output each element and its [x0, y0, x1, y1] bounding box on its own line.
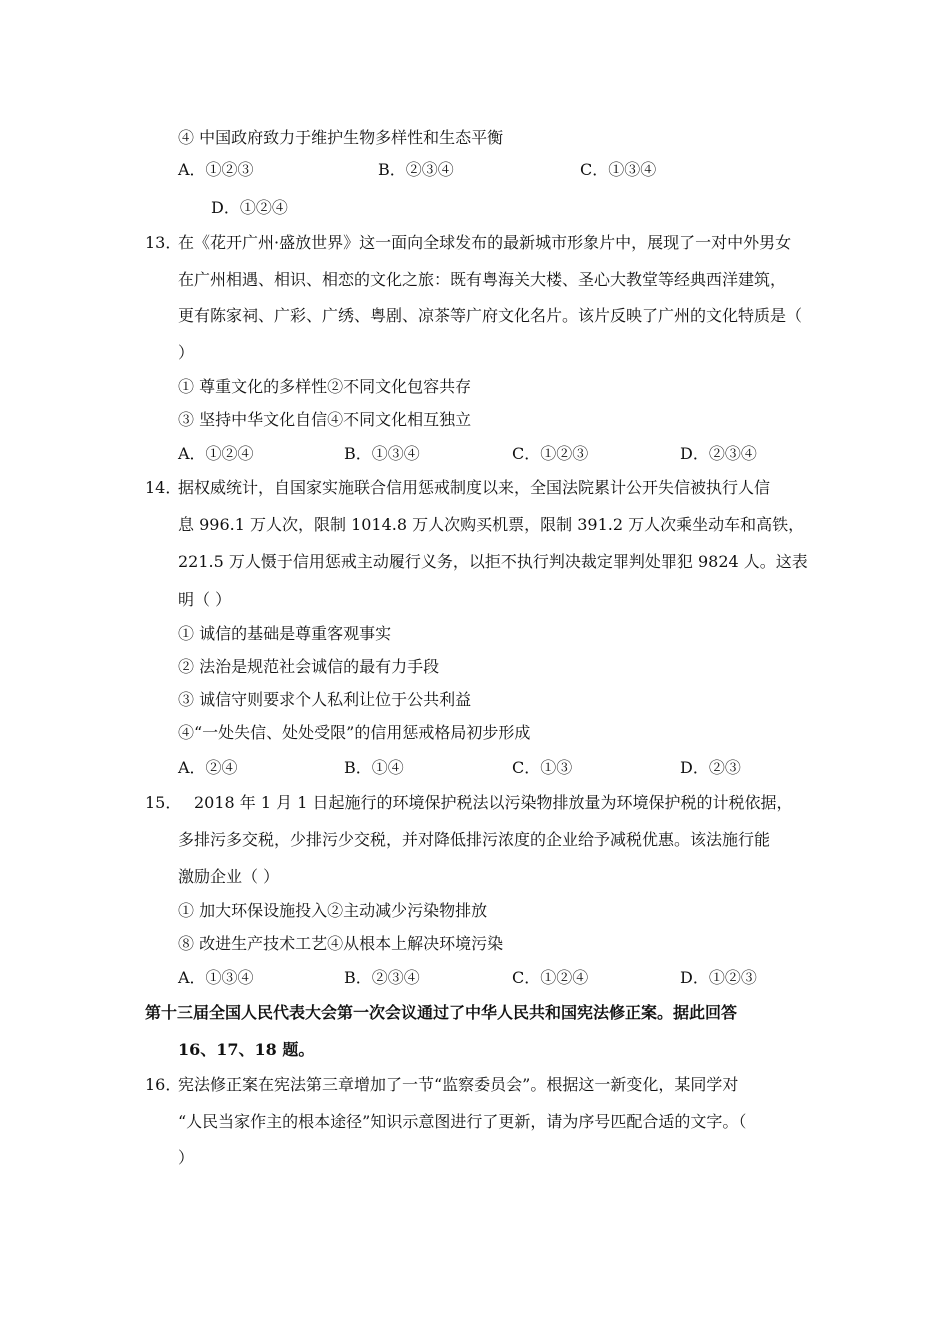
passage-line-1: 第十三届全国人民代表大会第一次会议通过了中华人民共和国宪法修正案。据此回答	[145, 1003, 738, 1022]
q16-stem-line-3: ）	[178, 1148, 195, 1167]
q13-stem-line-3: 更有陈家祠、广彩、广绣、粤剧、凉茶等广府文化名片。该片反映了广州的文化特质是（	[178, 306, 803, 325]
q14-stem-line-1: 据权威统计，自国家实施联合信用惩戒制度以来，全国法院累计公开失信被执行人信	[178, 478, 771, 497]
q14-item-3: ③ 诚信守则要求个人私利让位于公共利益	[178, 690, 472, 709]
q16-stem-line-1: 宪法修正案在宪法第三章增加了一节“监察委员会”。根据这一新变化，某同学对	[178, 1075, 739, 1094]
q13-stem-line-4: ）	[178, 343, 195, 362]
q14-item-4: ④“一处失信、处处受限”的信用惩戒格局初步形成	[178, 723, 531, 742]
q13-option-b[interactable]: B．①③④	[344, 444, 420, 463]
q14-option-a[interactable]: A．②④	[178, 758, 238, 777]
q15-item-1: ① 加大环保设施投入②主动减少污染物排放	[178, 901, 488, 920]
q14-stem-line-4: 明（ ）	[178, 590, 232, 609]
q12-option-a[interactable]: A．①②③	[178, 160, 254, 179]
q12-item-4: ④ 中国政府致力于维护生物多样性和生态平衡	[178, 128, 504, 147]
q14-item-1: ① 诚信的基础是尊重客观事实	[178, 624, 392, 643]
q13-number: 13．	[145, 233, 182, 252]
q15-option-a[interactable]: A．①③④	[178, 968, 254, 987]
q15-item-2: ⑧ 改进生产技术工艺④从根本上解决环境污染	[178, 934, 504, 953]
q15-stem-line-3: 激励企业（ ）	[178, 867, 280, 886]
q12-option-b[interactable]: B．②③④	[378, 160, 454, 179]
q12-option-c[interactable]: C．①③④	[580, 160, 657, 179]
q15-stem-line-1: 2018 年 1 月 1 日起施行的环境保护税法以污染物排放量为环境保护税的计税依据，	[194, 793, 793, 812]
q14-number: 14．	[145, 478, 182, 497]
q14-stem-line-3: 221.5 万人慑于信用惩戒主动履行义务，以拒不执行判决裁定罪判处罪犯 9824 人。这表	[178, 552, 808, 571]
passage-line-2: 16、17、18 题。	[178, 1040, 315, 1059]
q13-item-1: ① 尊重文化的多样性②不同文化包容共存	[178, 377, 472, 396]
q14-option-c[interactable]: C．①③	[512, 758, 573, 777]
q15-number: 15．	[145, 793, 182, 812]
q13-item-2: ③ 坚持中华文化自信④不同文化相互独立	[178, 410, 472, 429]
q13-option-a[interactable]: A．①②④	[178, 444, 254, 463]
q15-option-d[interactable]: D．①②③	[680, 968, 757, 987]
q13-option-c[interactable]: C．①②③	[512, 444, 589, 463]
q15-stem-line-2: 多排污多交税，少排污少交税，并对降低排污浓度的企业给予减税优惠。该法施行能	[178, 830, 771, 849]
q14-option-d[interactable]: D．②③	[680, 758, 741, 777]
q12-option-d[interactable]: D．①②④	[211, 198, 288, 217]
q13-option-d[interactable]: D．②③④	[680, 444, 757, 463]
q14-stem-line-2: 息 996.1 万人次，限制 1014.8 万人次购买机票，限制 391.2 万人次乘坐动车和高铁，	[178, 515, 805, 534]
q14-option-b[interactable]: B．①④	[344, 758, 404, 777]
q13-stem-line-1: 在《花开广州·盛放世界》这一面向全球发布的最新城市形象片中，展现了一对中外男女	[178, 233, 792, 252]
q14-item-2: ② 法治是规范社会诚信的最有力手段	[178, 657, 440, 676]
q16-stem-line-2: “人民当家作主的根本途径”知识示意图进行了更新，请为序号匹配合适的文字。（	[178, 1112, 747, 1131]
q13-stem-line-2: 在广州相遇、相识、相恋的文化之旅：既有粤海关大楼、圣心大教堂等经典西洋建筑，	[178, 270, 787, 289]
q15-option-c[interactable]: C．①②④	[512, 968, 589, 987]
q16-number: 16．	[145, 1075, 182, 1094]
q15-option-b[interactable]: B．②③④	[344, 968, 420, 987]
